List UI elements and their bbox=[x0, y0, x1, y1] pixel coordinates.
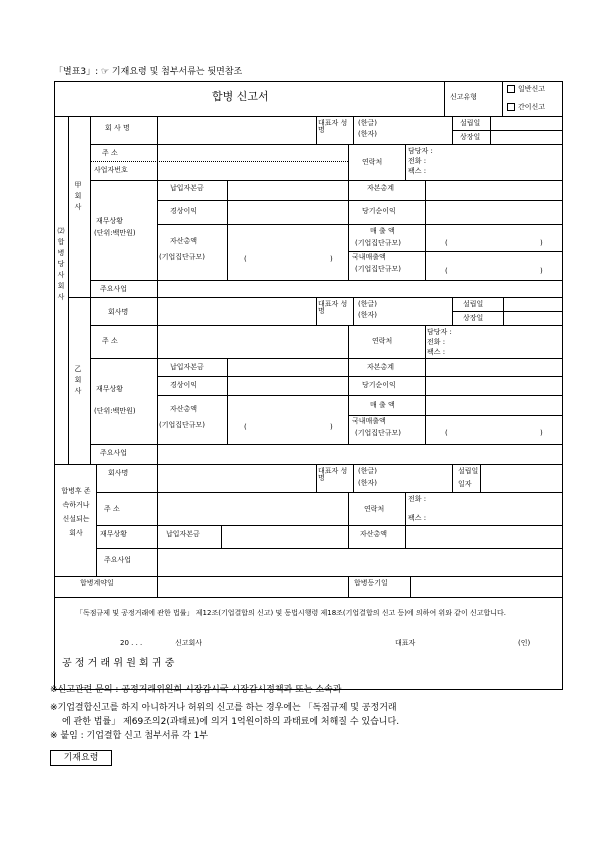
biz-no-label: 사업자번호 bbox=[94, 166, 128, 174]
company-b-label: 乙회사 bbox=[74, 365, 82, 395]
domestic-revenue-label: 국내매출액 bbox=[352, 417, 386, 425]
paren: ) bbox=[540, 267, 543, 275]
finance-label: 재무상황 bbox=[96, 217, 124, 225]
attachment-note: ※ 붙임 : 기업결합 신고 첨부서류 각 1부 bbox=[50, 731, 209, 741]
net-profit-label: 당기순이익 bbox=[362, 381, 396, 389]
paren: ) bbox=[540, 429, 543, 437]
domestic-revenue-label: 국내매출액 bbox=[352, 253, 386, 261]
fax-label: 팩스 : bbox=[427, 348, 446, 356]
seal-label: (인) bbox=[518, 639, 531, 647]
op-profit-label: 경상이익 bbox=[170, 381, 198, 389]
merger-reg-date-label: 합병등기일 bbox=[354, 579, 388, 587]
company-a-label: 甲회사 bbox=[74, 181, 82, 211]
form-title: 합병 신고서 bbox=[212, 90, 269, 103]
affiliate-domestic-label: (기업집단규모) bbox=[355, 429, 402, 437]
annex-header: 「별표3」: ☞ 기재요령 및 첨부서류는 뒷면참조 bbox=[54, 67, 243, 77]
affiliate-total-label: (기업집단규모) bbox=[159, 421, 206, 429]
fax-label: 팩스 : bbox=[408, 514, 427, 522]
manager-label: 담당자 : bbox=[427, 328, 452, 336]
total-assets-label: 자산총액 bbox=[170, 405, 198, 413]
main-business-label: 주요사업 bbox=[100, 449, 128, 457]
total-assets-label: 자산총액 bbox=[170, 237, 198, 245]
net-profit-label: 당기순이익 bbox=[362, 207, 396, 215]
contact-label: 연락처 bbox=[372, 337, 393, 345]
main-business-label: 주요사업 bbox=[104, 556, 132, 564]
finance-unit-label: (단위:백만원) bbox=[94, 407, 136, 415]
finance-unit-label: (단위:백만원) bbox=[94, 229, 136, 237]
paren: ( bbox=[445, 429, 448, 437]
affiliate-revenue-label: (기업집단규모) bbox=[355, 239, 402, 247]
hanja-label: (한자) bbox=[358, 311, 377, 319]
phone-label: 전화 : bbox=[427, 338, 446, 346]
total-capital-label: 자본총계 bbox=[367, 184, 395, 192]
company-name-label: 회 사 명 bbox=[105, 124, 130, 132]
representative-label: 대표자 성 명 bbox=[318, 119, 348, 134]
main-business-label: 주요사업 bbox=[100, 285, 128, 293]
finance-label: 재무상황 bbox=[96, 385, 124, 393]
listed-label: 상장일 bbox=[460, 133, 481, 141]
contact-label: 연락처 bbox=[362, 158, 383, 166]
hanja-label: (한자) bbox=[358, 479, 377, 487]
affiliate-domestic-label: (기업집단규모) bbox=[355, 265, 402, 273]
representative-label: 대표자 성 명 bbox=[318, 300, 348, 315]
merger-party-label: ⑵ 합병당사회사 bbox=[57, 227, 65, 301]
representative-label: 대표자 성 명 bbox=[318, 467, 348, 482]
company-name-label: 회사명 bbox=[108, 308, 129, 316]
addressee: 공 정 거 래 위 원 회 귀 중 bbox=[62, 658, 175, 669]
penalty-note-line1: ※기업결합신고를 하지 아니하거나 허위의 신고를 하는 경우에는 「독점규제 및 공정거래 bbox=[50, 703, 397, 713]
total-capital-label: 자본총계 bbox=[367, 363, 395, 371]
fax-label: 팩스 : bbox=[408, 167, 427, 175]
paid-capital-label: 납입자본금 bbox=[166, 530, 200, 538]
established-label: 설립일 bbox=[463, 300, 484, 308]
revenue-label: 매 출 액 bbox=[370, 227, 395, 235]
address-label: 주 소 bbox=[102, 149, 118, 157]
paid-capital-label: 납입자본금 bbox=[170, 184, 204, 192]
address-label: 주 소 bbox=[102, 337, 118, 345]
phone-label: 전화 : bbox=[408, 495, 427, 503]
affiliate-total-label: (기업집단규모) bbox=[159, 253, 206, 261]
merger-date-label: 합병계약일 bbox=[80, 579, 114, 587]
checkbox-icon[interactable] bbox=[507, 85, 515, 93]
paid-capital-label: 납입자본금 bbox=[170, 363, 204, 371]
checkbox-icon[interactable] bbox=[507, 103, 515, 111]
contact-label: 연락처 bbox=[364, 505, 385, 513]
listed-label: 상장일 bbox=[463, 314, 484, 322]
total-assets-label: 자산총액 bbox=[360, 530, 388, 538]
hangul-label: (한글) bbox=[358, 300, 377, 308]
report-type-label: 신고유형 bbox=[450, 93, 478, 101]
reporter-label: 신고회사 bbox=[175, 639, 203, 647]
company-name-label: 회사명 bbox=[108, 469, 129, 477]
established-label: 설립일 bbox=[458, 467, 479, 475]
paren: ) bbox=[330, 255, 333, 263]
merger-report-form bbox=[54, 81, 563, 690]
manager-label: 담당자 : bbox=[408, 147, 433, 155]
simple-report-option[interactable]: 간이신고 bbox=[507, 103, 545, 111]
guide-button[interactable]: 기재요령 bbox=[50, 750, 112, 766]
hangul-label: (한글) bbox=[358, 467, 377, 475]
paren: ( bbox=[445, 267, 448, 275]
surviving-company-label: 합병후 존속하거나 신설되는 회사 bbox=[61, 487, 91, 537]
paren: ( bbox=[244, 423, 247, 431]
legal-statement: 「독점규제 및 공정거래에 관한 법률」 제12조(기업결합의 신고) 및 동법시행령 제18조(기업결합의 신고 등)에 의하여 위와 같이 신고합니다. bbox=[76, 609, 506, 617]
address-label: 주 소 bbox=[104, 505, 120, 513]
listed-date-label: 일자 bbox=[458, 480, 472, 488]
penalty-note-line2: 에 관한 법률」 제69조의2(과태료)에 의거 1억원이하의 과태료에 처해질 수 있습니다. bbox=[62, 717, 400, 727]
general-report-option[interactable]: 일반신고 bbox=[507, 85, 545, 93]
revenue-label: 매 출 액 bbox=[370, 401, 395, 409]
inquiry-note: ※신고관련 문의 : 공정거래위원회 시장감시국 시장감시정책과 또는 소속과 bbox=[50, 685, 342, 695]
representative-sign-label: 대표자 bbox=[395, 639, 416, 647]
date-line: 20 . . . bbox=[120, 639, 143, 647]
phone-label: 전화 : bbox=[408, 157, 427, 165]
established-label: 설립일 bbox=[460, 119, 481, 127]
paren: ( bbox=[244, 255, 247, 263]
finance-label: 재무상황 bbox=[100, 530, 128, 538]
paren: ( bbox=[445, 239, 448, 247]
paren: ) bbox=[540, 239, 543, 247]
op-profit-label: 경상이익 bbox=[170, 207, 198, 215]
hanja-label: (한자) bbox=[358, 130, 377, 138]
hangul-label: (한글) bbox=[358, 119, 377, 127]
paren: ) bbox=[330, 423, 333, 431]
